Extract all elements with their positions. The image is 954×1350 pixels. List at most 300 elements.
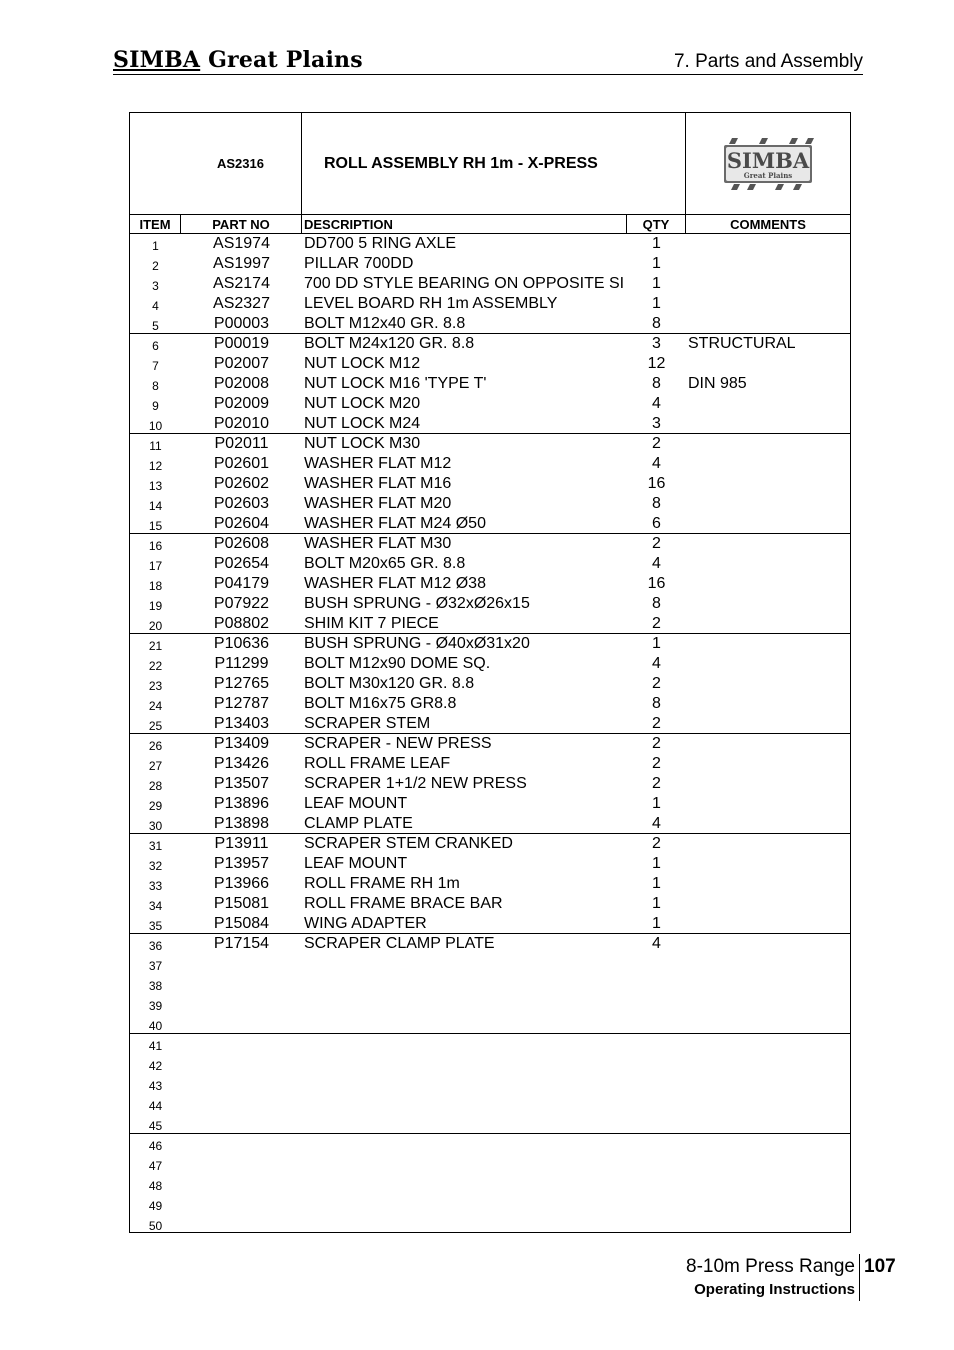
item-cell: 45 — [148, 1119, 163, 1133]
section-title: 7. Parts and Assembly — [673, 51, 863, 72]
part-no-cell: P02608 — [213, 535, 270, 552]
item-cell: 35 — [148, 919, 163, 933]
table-row — [130, 554, 850, 574]
qty-cell: 1 — [652, 275, 661, 292]
table-row — [130, 594, 850, 614]
item-cell: 22 — [148, 659, 163, 673]
comments-cell — [688, 314, 848, 334]
table-row — [130, 1174, 850, 1194]
table-row — [130, 954, 850, 974]
item-cell: 18 — [148, 579, 163, 593]
description-cell: BOLT M20x65 GR. 8.8 — [304, 555, 466, 572]
item-cell: 21 — [148, 639, 163, 653]
item-cell: 34 — [148, 899, 163, 913]
table-row — [130, 774, 850, 794]
comments-cell — [688, 714, 848, 734]
comments-cell — [688, 1114, 848, 1134]
qty-cell: 4 — [652, 655, 661, 672]
part-no-cell: P13911 — [214, 835, 269, 852]
part-no-cell — [181, 1034, 302, 1054]
table-row — [130, 854, 850, 874]
comments-cell — [688, 1094, 848, 1114]
description-cell: SCRAPER 1+1/2 NEW PRESS — [304, 775, 527, 792]
part-no-cell: P02604 — [213, 515, 270, 532]
comments-cell — [688, 1154, 848, 1174]
table-row — [130, 1094, 850, 1114]
description-cell: SHIM KIT 7 PIECE — [304, 615, 439, 632]
table-row — [130, 614, 850, 634]
item-cell: 44 — [148, 1099, 163, 1113]
item-cell: 15 — [148, 519, 163, 533]
comments-cell — [688, 1054, 848, 1074]
qty-cell: 3 — [652, 415, 661, 432]
table-row — [130, 374, 850, 394]
comments-cell — [688, 354, 848, 374]
description-cell: BOLT M30x120 GR. 8.8 — [304, 675, 475, 692]
column-headers — [130, 214, 850, 234]
comments-cell — [688, 974, 848, 994]
qty-cell: 1 — [652, 635, 661, 652]
part-no-cell — [181, 1154, 302, 1174]
part-no-cell: AS2327 — [213, 295, 270, 312]
assembly-code: AS2316 — [130, 113, 302, 214]
part-no-cell: P02602 — [213, 475, 270, 492]
qty-cell — [627, 1094, 686, 1114]
item-cell: 30 — [148, 819, 163, 833]
description-cell: NUT LOCK M16 'TYPE T' — [304, 375, 487, 392]
item-cell: 27 — [148, 759, 163, 773]
description-cell: NUT LOCK M12 — [304, 355, 421, 372]
description-cell: ROLL FRAME BRACE BAR — [304, 895, 503, 912]
part-no-cell: P15081 — [213, 895, 270, 912]
table-row — [130, 734, 850, 754]
description-cell: WASHER FLAT M24 Ø50 — [304, 515, 486, 532]
description-cell: WASHER FLAT M12 Ø38 — [304, 575, 486, 592]
qty-cell — [627, 1214, 686, 1234]
part-no-cell: P10636 — [213, 635, 270, 652]
comments-cell — [688, 1214, 848, 1234]
part-no-cell: P13966 — [213, 875, 270, 892]
table-row — [130, 1074, 850, 1094]
comments-cell — [688, 774, 848, 794]
qty-cell: 1 — [652, 255, 661, 272]
description-cell — [304, 1214, 626, 1234]
col-part-no: PART NO — [181, 215, 302, 233]
brand-simba: SIMBA — [113, 47, 201, 73]
item-cell: 6 — [152, 339, 159, 353]
comments-cell: STRUCTURAL — [688, 335, 796, 352]
description-cell: BOLT M24x120 GR. 8.8 — [304, 335, 475, 352]
comments-cell — [688, 814, 848, 834]
item-cell: 37 — [148, 959, 163, 973]
description-cell — [304, 1014, 626, 1034]
part-no-cell: P02603 — [213, 495, 270, 512]
part-no-cell: P02654 — [213, 555, 270, 572]
table-row — [130, 454, 850, 474]
item-cell: 8 — [152, 379, 159, 393]
qty-cell: 2 — [652, 735, 661, 752]
item-cell: 38 — [148, 979, 163, 993]
comments-cell — [688, 1014, 848, 1034]
comments-cell — [688, 494, 848, 514]
table-row — [130, 1014, 850, 1034]
sheet-header — [130, 113, 850, 214]
comments-cell — [688, 614, 848, 634]
description-cell: ROLL FRAME LEAF — [304, 755, 451, 772]
part-no-cell: P13896 — [213, 795, 270, 812]
footer-subtitle: Operating Instructions — [694, 1281, 855, 1298]
part-no-cell: AS2174 — [213, 275, 270, 292]
part-no-cell — [181, 1194, 302, 1214]
comments-cell: DIN 985 — [688, 375, 747, 392]
table-row — [130, 914, 850, 934]
table-row — [130, 754, 850, 774]
qty-cell — [627, 954, 686, 974]
item-cell: 46 — [148, 1139, 163, 1153]
item-cell: 42 — [148, 1059, 163, 1073]
qty-cell — [627, 1034, 686, 1054]
item-cell: 31 — [148, 839, 163, 853]
part-no-cell — [181, 1014, 302, 1034]
comments-cell — [688, 1174, 848, 1194]
qty-cell: 8 — [652, 375, 661, 392]
item-cell: 47 — [148, 1159, 163, 1173]
item-cell: 33 — [148, 879, 163, 893]
comments-cell — [688, 534, 848, 554]
description-cell — [304, 1034, 626, 1054]
item-cell: 41 — [148, 1039, 163, 1053]
table-row — [130, 794, 850, 814]
table-row — [130, 874, 850, 894]
description-cell: WASHER FLAT M30 — [304, 535, 452, 552]
comments-cell — [688, 934, 848, 954]
part-no-cell: P04179 — [213, 575, 270, 592]
item-cell: 23 — [148, 679, 163, 693]
qty-cell: 1 — [652, 915, 661, 932]
table-row — [130, 674, 850, 694]
description-cell — [304, 994, 626, 1014]
qty-cell: 8 — [652, 495, 661, 512]
item-cell: 16 — [148, 539, 163, 553]
qty-cell — [627, 1014, 686, 1034]
header-rule — [113, 74, 863, 75]
table-row — [130, 414, 850, 434]
qty-cell: 2 — [652, 835, 661, 852]
comments-cell — [688, 654, 848, 674]
comments-cell — [688, 754, 848, 774]
description-cell: WASHER FLAT M12 — [304, 455, 452, 472]
item-cell: 40 — [148, 1019, 163, 1033]
comments-cell — [688, 694, 848, 714]
comments-cell — [688, 894, 848, 914]
table-row — [130, 1134, 850, 1154]
part-no-cell: P13957 — [213, 855, 270, 872]
logo-main-text: SIMBA — [726, 147, 810, 173]
qty-cell: 1 — [652, 895, 661, 912]
qty-cell: 3 — [652, 335, 661, 352]
part-no-cell — [181, 1054, 302, 1074]
part-no-cell — [181, 1214, 302, 1234]
parts-sheet — [129, 112, 851, 1233]
table-row — [130, 434, 850, 454]
description-cell: CLAMP PLATE — [304, 815, 413, 832]
table-row — [130, 634, 850, 654]
item-cell: 48 — [148, 1179, 163, 1193]
qty-cell — [627, 974, 686, 994]
table-row — [130, 1154, 850, 1174]
part-no-cell: P15084 — [213, 915, 270, 932]
comments-cell — [688, 594, 848, 614]
comments-cell — [688, 674, 848, 694]
comments-cell — [688, 514, 848, 534]
part-no-cell — [181, 974, 302, 994]
part-no-cell: P02011 — [214, 435, 269, 452]
table-row — [130, 1054, 850, 1074]
table-row — [130, 354, 850, 374]
table-row — [130, 274, 850, 294]
item-cell: 20 — [148, 619, 163, 633]
table-row — [130, 1114, 850, 1134]
qty-cell: 1 — [652, 795, 661, 812]
item-cell: 24 — [148, 699, 163, 713]
qty-cell — [627, 1154, 686, 1174]
part-no-cell: AS1997 — [213, 255, 270, 272]
description-cell — [304, 1134, 626, 1154]
item-cell: 28 — [148, 779, 163, 793]
description-cell — [304, 1154, 626, 1174]
description-cell — [304, 1194, 626, 1214]
qty-cell — [627, 1074, 686, 1094]
part-no-cell — [181, 994, 302, 1014]
qty-cell: 8 — [652, 315, 661, 332]
comments-cell — [688, 394, 848, 414]
table-row — [130, 1194, 850, 1214]
part-no-cell: P02008 — [213, 375, 270, 392]
part-no-cell: P17154 — [213, 935, 270, 952]
item-cell: 5 — [152, 319, 159, 333]
part-no-cell: P13507 — [213, 775, 270, 792]
qty-cell: 8 — [652, 595, 661, 612]
qty-cell: 12 — [647, 355, 666, 372]
col-comments: COMMENTS — [730, 217, 806, 232]
part-no-cell — [181, 1134, 302, 1154]
logo-sub-text: Great Plains — [743, 170, 793, 180]
comments-cell — [688, 874, 848, 894]
description-cell: NUT LOCK M20 — [304, 395, 421, 412]
qty-cell — [627, 1114, 686, 1134]
comments-cell — [688, 294, 848, 314]
qty-cell: 1 — [652, 855, 661, 872]
part-no-cell: AS1974 — [213, 235, 270, 252]
table-row — [130, 694, 850, 714]
qty-cell: 1 — [652, 295, 661, 312]
description-cell: LEAF MOUNT — [304, 795, 408, 812]
item-cell: 4 — [152, 299, 159, 313]
item-cell: 26 — [148, 739, 163, 753]
comments-cell — [688, 474, 848, 494]
item-cell: 43 — [148, 1079, 163, 1093]
table-row — [130, 934, 850, 954]
description-cell — [304, 954, 626, 974]
table-row — [130, 894, 850, 914]
qty-cell: 2 — [652, 775, 661, 792]
comments-cell — [688, 994, 848, 1014]
table-row — [130, 474, 850, 494]
table-row — [130, 294, 850, 314]
description-cell: SCRAPER STEM CRANKED — [304, 835, 513, 852]
item-cell: 3 — [152, 279, 159, 293]
table-row — [130, 334, 850, 354]
qty-cell: 8 — [652, 695, 661, 712]
description-cell: WASHER FLAT M16 — [304, 475, 452, 492]
item-cell: 32 — [148, 859, 163, 873]
part-no-cell — [181, 1094, 302, 1114]
qty-cell — [627, 1194, 686, 1214]
description-cell: NUT LOCK M30 — [304, 435, 421, 452]
description-cell: SCRAPER CLAMP PLATE — [304, 935, 495, 952]
comments-cell — [688, 954, 848, 974]
table-row — [130, 394, 850, 414]
comments-cell — [688, 854, 848, 874]
table-row — [130, 234, 850, 254]
part-no-cell: P00003 — [213, 315, 270, 332]
description-cell: BUSH SPRUNG - Ø32xØ26x15 — [304, 595, 530, 612]
assembly-title: ROLL ASSEMBLY RH 1m - X-PRESS — [302, 113, 686, 214]
qty-cell: 16 — [647, 475, 666, 492]
item-cell: 7 — [152, 359, 159, 373]
part-no-cell: P11299 — [214, 655, 269, 672]
comments-cell — [688, 434, 848, 454]
table-row — [130, 314, 850, 334]
description-cell — [304, 1094, 626, 1114]
qty-cell: 1 — [652, 235, 661, 252]
comments-cell — [688, 254, 848, 274]
qty-cell — [627, 1134, 686, 1154]
description-cell: LEVEL BOARD RH 1m ASSEMBLY — [304, 295, 558, 312]
comments-cell — [688, 274, 848, 294]
table-row — [130, 814, 850, 834]
item-cell: 36 — [148, 939, 163, 953]
table-row — [130, 994, 850, 1014]
qty-cell — [627, 994, 686, 1014]
description-cell: ROLL FRAME RH 1m — [304, 875, 460, 892]
col-item: ITEM — [130, 215, 181, 233]
table-row — [130, 1214, 850, 1234]
qty-cell: 4 — [652, 815, 661, 832]
description-cell: WING ADAPTER — [304, 915, 427, 932]
qty-cell — [627, 1174, 686, 1194]
description-cell: WASHER FLAT M20 — [304, 495, 452, 512]
comments-cell — [688, 234, 848, 254]
part-no-cell — [181, 1174, 302, 1194]
comments-cell — [688, 634, 848, 654]
description-cell: PILLAR 700DD — [304, 255, 414, 272]
item-cell: 11 — [149, 439, 162, 453]
qty-cell: 4 — [652, 935, 661, 952]
qty-cell: 6 — [652, 515, 661, 532]
qty-cell: 2 — [652, 535, 661, 552]
comments-cell — [688, 1194, 848, 1214]
col-qty: QTY — [627, 215, 686, 233]
item-cell: 50 — [148, 1219, 163, 1233]
part-no-cell: P02010 — [213, 415, 270, 432]
qty-cell: 4 — [652, 395, 661, 412]
table-row — [130, 574, 850, 594]
qty-cell: 16 — [647, 575, 666, 592]
part-no-cell: P07922 — [213, 595, 270, 612]
description-cell — [304, 1174, 626, 1194]
description-cell: DD700 5 RING AXLE — [304, 235, 457, 252]
description-cell — [304, 1114, 626, 1134]
qty-cell: 2 — [652, 675, 661, 692]
qty-cell: 2 — [652, 435, 661, 452]
part-no-cell: P12765 — [213, 675, 270, 692]
qty-cell: 2 — [652, 615, 661, 632]
description-cell — [304, 1054, 626, 1074]
description-cell: LEAF MOUNT — [304, 855, 408, 872]
qty-cell — [627, 1054, 686, 1074]
footer-range: 8-10m Press Range — [686, 1256, 855, 1277]
description-cell: BUSH SPRUNG - Ø40xØ31x20 — [304, 635, 530, 652]
item-cell: 1 — [152, 239, 159, 253]
description-cell: 700 DD STYLE BEARING ON OPPOSITE SI — [304, 275, 625, 292]
item-cell: 39 — [148, 999, 163, 1013]
comments-cell — [688, 834, 848, 854]
item-cell: 17 — [148, 559, 163, 573]
qty-cell: 2 — [652, 715, 661, 732]
comments-cell — [688, 1034, 848, 1054]
comments-cell — [688, 574, 848, 594]
comments-cell — [688, 1074, 848, 1094]
part-no-cell — [181, 1074, 302, 1094]
item-cell: 25 — [148, 719, 163, 733]
item-cell: 12 — [148, 459, 163, 473]
comments-cell — [688, 914, 848, 934]
simba-logo-icon — [722, 136, 814, 192]
table-row — [130, 534, 850, 554]
comments-cell — [688, 734, 848, 754]
comments-cell — [688, 554, 848, 574]
part-no-cell: P02007 — [213, 355, 270, 372]
table-row — [130, 834, 850, 854]
description-cell — [304, 1074, 626, 1094]
comments-cell — [688, 1134, 848, 1154]
table-row — [130, 654, 850, 674]
item-cell: 2 — [152, 259, 159, 273]
brand-great-plains: Great Plains — [208, 47, 363, 73]
comments-cell — [688, 454, 848, 474]
part-no-cell: P02009 — [213, 395, 270, 412]
col-description: DESCRIPTION — [302, 215, 627, 233]
parts-list — [130, 234, 850, 1234]
table-row — [130, 1034, 850, 1054]
page-number: 107 — [864, 1256, 896, 1277]
table-row — [130, 974, 850, 994]
description-cell: BOLT M16x75 GR8.8 — [304, 695, 457, 712]
item-cell: 10 — [148, 419, 163, 433]
qty-cell: 4 — [652, 455, 661, 472]
part-no-cell: P13426 — [213, 755, 270, 772]
description-cell: BOLT M12x90 DOME SQ. — [304, 655, 491, 672]
table-row — [130, 714, 850, 734]
description-cell: BOLT M12x40 GR. 8.8 — [304, 315, 466, 332]
item-cell: 13 — [148, 479, 163, 493]
qty-cell: 1 — [652, 875, 661, 892]
part-no-cell — [181, 1114, 302, 1134]
qty-cell: 4 — [652, 555, 661, 572]
item-cell: 29 — [148, 799, 163, 813]
part-no-cell: P13409 — [213, 735, 270, 752]
